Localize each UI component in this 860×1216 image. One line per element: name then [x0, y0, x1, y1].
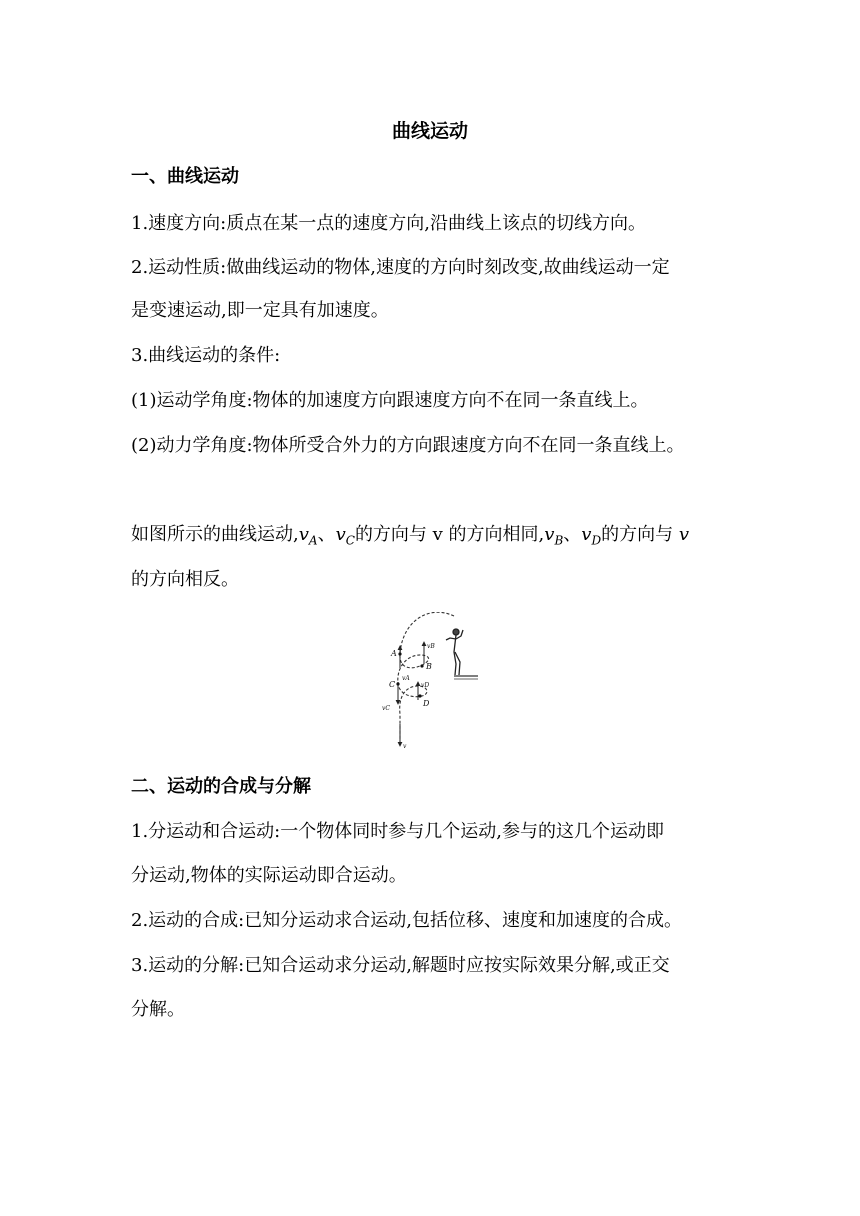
paragraph-motion-nature-line2: 是变速运动,即一定具有加速度。	[131, 300, 389, 321]
label-D: D	[423, 699, 430, 708]
paragraph-composition: 2.运动的合成:已知分运动求合运动,包括位移、速度和加速度的合成。	[131, 910, 682, 931]
paragraph-figure-description-line1	[131, 520, 689, 548]
label-C: C	[389, 680, 396, 689]
paragraph-kinematics: (1)运动学角度:物体的加速度方向跟速度方向不在同一条直线上。	[131, 390, 649, 411]
paragraph-figure-description-line2: 的方向相反。	[131, 569, 239, 590]
label-vD: vD	[421, 682, 430, 689]
symbol-vB: $v_B$	[544, 524, 564, 548]
diver-trajectory-figure	[370, 612, 490, 754]
section-heading-curvilinear-motion: 一、曲线运动	[131, 166, 239, 187]
label-B: B	[426, 662, 432, 671]
figure-text-part1: 如图所示的曲线运动,	[131, 524, 299, 545]
paragraph-motion-nature-line1: 2.运动性质:做曲线运动的物体,速度的方向时刻改变,故曲线运动一定	[131, 257, 670, 278]
paragraph-velocity-direction: 1.速度方向:质点在某一点的速度方向,沿曲线上该点的切线方向。	[131, 213, 646, 234]
paragraph-conditions: 3.曲线运动的条件:	[131, 345, 281, 366]
label-vA: vA	[402, 675, 410, 682]
paragraph-decomposition-line2: 分解。	[131, 999, 185, 1020]
symbol-v: v	[678, 524, 689, 545]
separator: 、	[317, 524, 336, 545]
label-vC: vC	[382, 705, 390, 712]
paragraph-component-motion-line1: 1.分运动和合运动:一个物体同时参与几个运动,参与的这几个运动即	[131, 821, 664, 842]
page-title: 曲线运动	[391, 120, 468, 142]
figure-text-part2: 的方向与 v 的方向相同,	[354, 524, 545, 545]
section-heading-composition: 二、运动的合成与分解	[131, 776, 311, 797]
paragraph-component-motion-line2: 分运动,物体的实际运动即合运动。	[131, 865, 407, 886]
figure-text-part3: 的方向与	[601, 524, 679, 545]
diver-figure	[446, 629, 463, 675]
separator: 、	[563, 524, 582, 545]
paragraph-decomposition-line1: 3.运动的分解:已知合运动求分运动,解题时应按实际效果分解,或正交	[131, 955, 670, 976]
symbol-vD: $v_D$	[581, 524, 602, 548]
label-vB: vB	[427, 643, 435, 650]
symbol-vA: $v_A$	[298, 524, 318, 548]
label-A: A	[391, 649, 397, 658]
paragraph-dynamics: (2)动力学角度:物体所受合外力的方向跟速度方向不在同一条直线上。	[131, 435, 685, 456]
symbol-vC: $v_C$	[335, 524, 355, 548]
label-v: v	[403, 743, 407, 750]
